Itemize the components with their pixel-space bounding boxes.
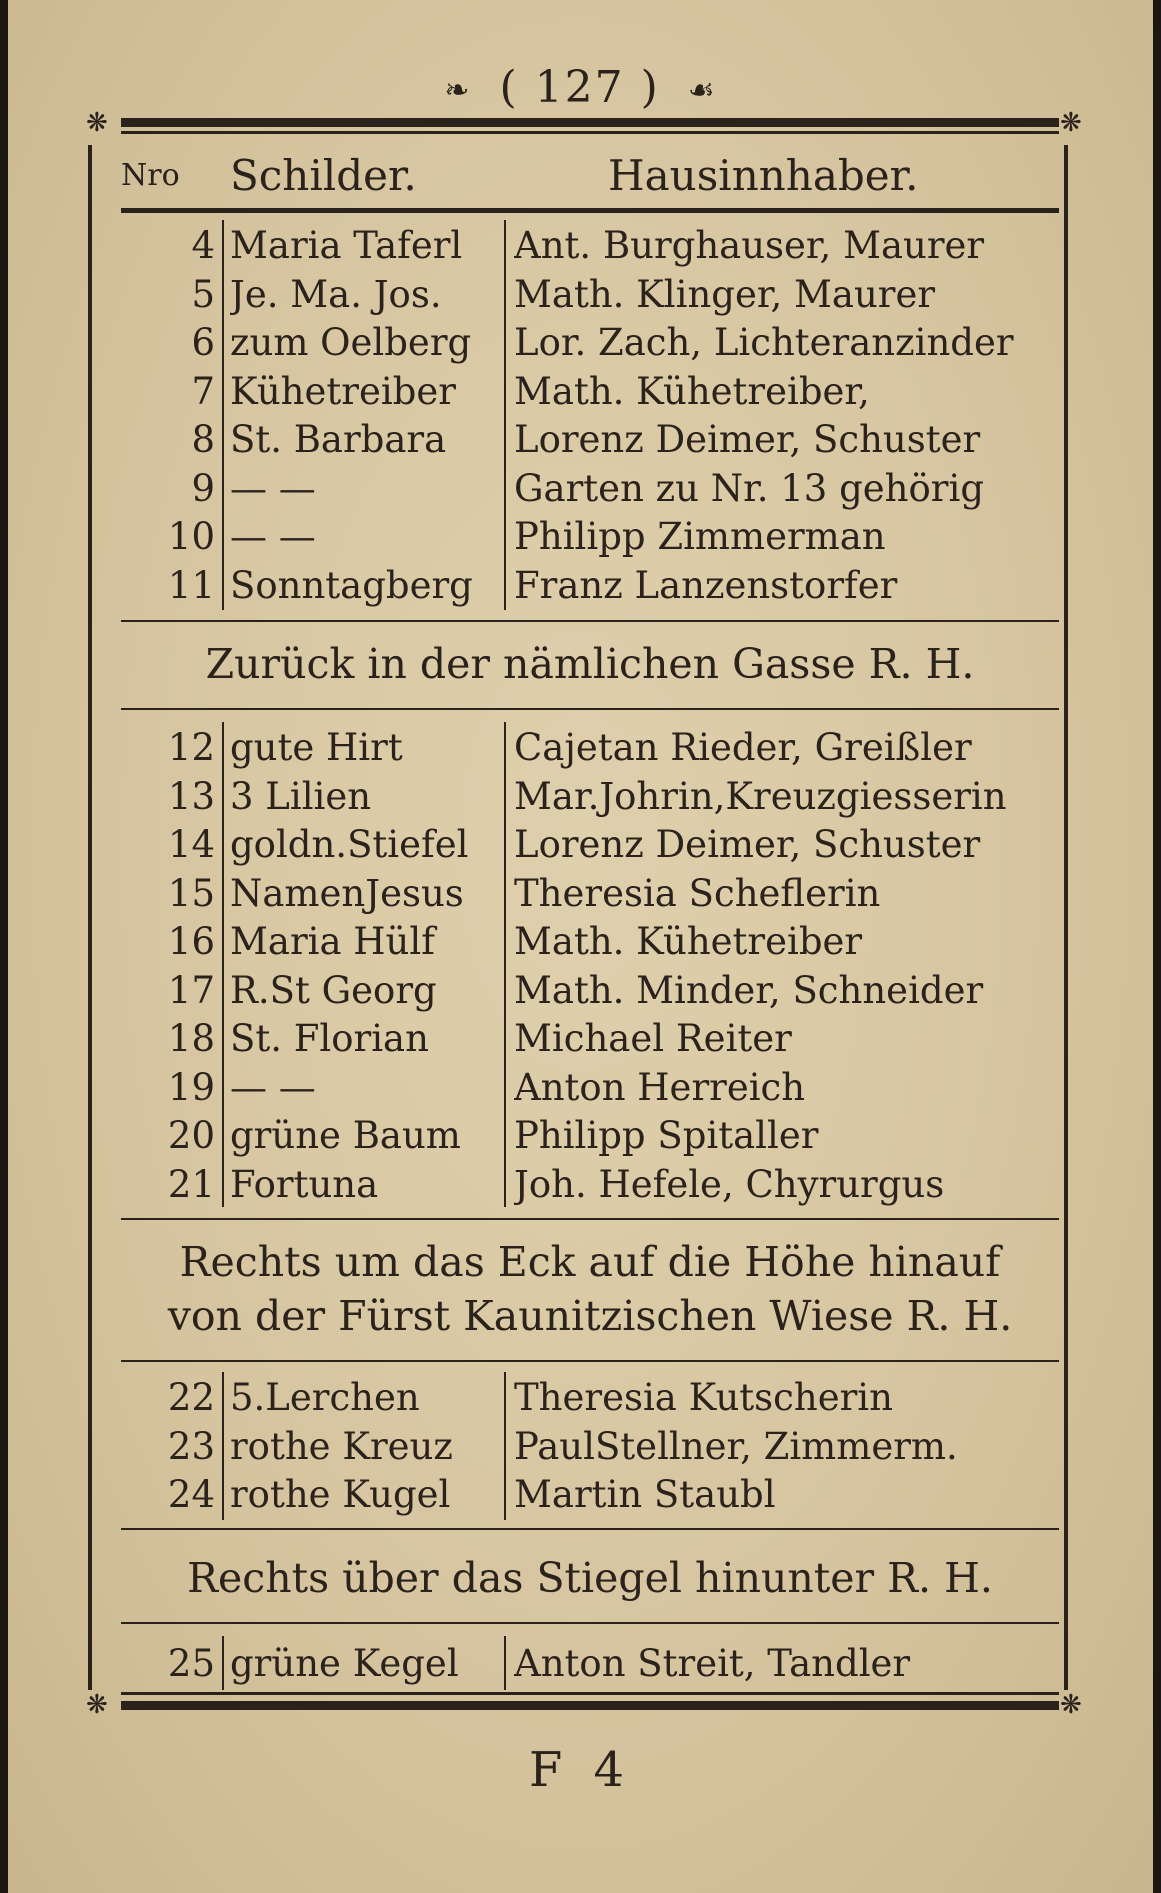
row-schild: grüne Kegel [230, 1642, 459, 1685]
row-inhaber: Math. Minder, Schneider [514, 968, 984, 1012]
table-row [8, 1161, 1153, 1209]
row-number: 4 [191, 224, 215, 267]
table-row [8, 513, 1153, 561]
row-number: 16 [167, 920, 215, 963]
header-nro: Nro [121, 158, 180, 193]
table-row [8, 319, 1153, 367]
table-row [8, 1640, 1153, 1688]
divider-rule [121, 1360, 1059, 1362]
row-inhaber: Philipp Zimmerman [514, 515, 886, 558]
row-number: 13 [167, 774, 215, 818]
row-inhaber: Math. Kühetreiber [514, 920, 863, 963]
row-schild: — — [230, 466, 316, 510]
row-inhaber: Martin Staubl [514, 1473, 776, 1516]
column-divider [504, 1636, 506, 1690]
table-row [8, 368, 1153, 416]
row-number: 5 [191, 272, 215, 316]
table-row [8, 967, 1153, 1015]
top-thin-rule [121, 131, 1059, 134]
row-inhaber: Garten zu Nr. 13 gehörig [514, 466, 984, 510]
row-inhaber: Lorenz Deimer, Schuster [514, 823, 981, 866]
row-number: 21 [167, 1162, 215, 1206]
table-row [8, 1112, 1153, 1160]
table-row [8, 1374, 1153, 1422]
table-row [8, 222, 1153, 270]
row-inhaber: Math. Klinger, Maurer [514, 272, 936, 316]
row-number: 23 [167, 1424, 215, 1468]
table-row [8, 1423, 1153, 1471]
row-schild: St. Barbara [230, 418, 447, 461]
row-inhaber: Lor. Zach, Lichteranzinder [514, 321, 1014, 364]
table-row [8, 821, 1153, 869]
book-page [8, 0, 1153, 1893]
column-divider [222, 1372, 224, 1520]
table-row [8, 1064, 1153, 1112]
row-number: 22 [167, 1376, 215, 1419]
row-schild: Kühetreiber [230, 369, 456, 413]
header-rule [121, 208, 1059, 213]
top-left-corner-icon: ❋ [86, 108, 108, 138]
column-divider [504, 722, 506, 1207]
row-schild: Fortuna [230, 1162, 379, 1206]
row-inhaber: Joh. Hefele, Chyrurgus [514, 1162, 945, 1206]
row-schild: — — [230, 515, 316, 558]
table-row [8, 1471, 1153, 1519]
row-inhaber: Lorenz Deimer, Schuster [514, 418, 981, 461]
top-right-corner-icon: ❋ [1060, 108, 1082, 138]
row-inhaber: Mar.Johrin,Kreuzgiesserin [514, 774, 1007, 818]
row-number: 14 [167, 823, 215, 866]
row-number: 15 [167, 871, 215, 915]
table-row [8, 1015, 1153, 1063]
column-divider [504, 220, 506, 610]
table-row [8, 773, 1153, 821]
row-schild: Je. Ma. Jos. [230, 272, 442, 316]
table-row [8, 416, 1153, 464]
row-schild: rothe Kreuz [230, 1424, 453, 1468]
row-inhaber: Anton Herreich [514, 1065, 806, 1109]
bottom-thin-rule [121, 1692, 1059, 1695]
row-schild: gute Hirt [230, 726, 403, 769]
divider-rule [121, 1218, 1059, 1220]
divider-rule [121, 1622, 1059, 1624]
row-number: 24 [167, 1473, 215, 1516]
row-inhaber: PaulStellner, Zimmerm. [514, 1424, 958, 1468]
section-heading-1: Zurück in der nämlichen Gasse R. H. [205, 640, 975, 688]
row-schild: St. Florian [230, 1017, 429, 1060]
row-inhaber: Philipp Spitaller [514, 1114, 819, 1157]
bottom-left-corner-icon: ❋ [86, 1690, 108, 1720]
row-schild: rothe Kugel [230, 1473, 451, 1516]
row-number: 11 [167, 563, 215, 607]
divider-rule [121, 708, 1059, 710]
row-number: 18 [167, 1017, 215, 1060]
row-schild: — — [230, 1065, 316, 1109]
row-inhaber: Anton Streit, Tandler [514, 1642, 911, 1685]
row-inhaber: Michael Reiter [514, 1017, 792, 1060]
row-number: 25 [167, 1642, 215, 1685]
row-schild: grüne Baum [230, 1114, 461, 1157]
bottom-right-corner-icon: ❋ [1060, 1690, 1082, 1720]
row-schild: zum Oelberg [230, 321, 472, 364]
row-inhaber: Math. Kühetreiber, [514, 369, 870, 413]
row-number: 20 [167, 1114, 215, 1157]
row-number: 17 [167, 968, 215, 1012]
row-schild: NamenJesus [230, 871, 464, 915]
signature-mark: F 4 [528, 1742, 633, 1798]
row-inhaber: Ant. Burghauser, Maurer [514, 224, 985, 267]
row-inhaber: Theresia Kutscherin [514, 1376, 893, 1419]
header-schilder: Schilder. [230, 152, 417, 200]
row-inhaber: Franz Lanzenstorfer [514, 563, 898, 607]
row-number: 19 [167, 1065, 215, 1109]
row-schild: goldn.Stiefel [230, 823, 469, 866]
row-schild: 5.Lerchen [230, 1376, 420, 1419]
left-ornament-icon: ❧ [444, 73, 472, 108]
column-divider [222, 722, 224, 1207]
row-schild: Maria Taferl [230, 224, 463, 267]
right-ornament-icon: ☙ [687, 73, 717, 108]
row-schild: Maria Hülf [230, 920, 435, 963]
table-row [8, 271, 1153, 319]
table-row [8, 562, 1153, 610]
table-row [8, 465, 1153, 513]
column-divider [504, 1372, 506, 1520]
row-schild: Sonntagberg [230, 563, 473, 607]
divider-rule [121, 1528, 1059, 1530]
row-number: 8 [191, 418, 215, 461]
page-number: ( 127 ) [499, 62, 660, 113]
section-heading-3: Rechts über das Stiegel hinunter R. H. [187, 1554, 993, 1602]
row-number: 12 [167, 726, 215, 769]
table-header [8, 152, 1153, 200]
row-number: 10 [167, 515, 215, 558]
page-number-line [8, 62, 1153, 113]
row-number: 7 [191, 369, 215, 413]
table-row [8, 870, 1153, 918]
column-divider [222, 1636, 224, 1690]
section-heading-2-line-2: von der Fürst Kaunitzischen Wiese R. H. [167, 1292, 1013, 1340]
row-number: 9 [191, 466, 215, 510]
bottom-double-rule [121, 1701, 1059, 1710]
row-schild: R.St Georg [230, 968, 437, 1012]
divider-rule [121, 620, 1059, 622]
row-number: 6 [191, 321, 215, 364]
table-row [8, 724, 1153, 772]
section-heading-2-line-1: Rechts um das Eck auf die Höhe hinauf [179, 1238, 1001, 1286]
table-row [8, 918, 1153, 966]
row-inhaber: Theresia Scheflerin [514, 871, 881, 915]
column-divider [222, 220, 224, 610]
top-double-rule [121, 118, 1059, 127]
row-inhaber: Cajetan Rieder, Greißler [514, 726, 972, 769]
row-schild: 3 Lilien [230, 774, 372, 818]
header-hausinnhaber: Hausinnhaber. [608, 152, 919, 200]
